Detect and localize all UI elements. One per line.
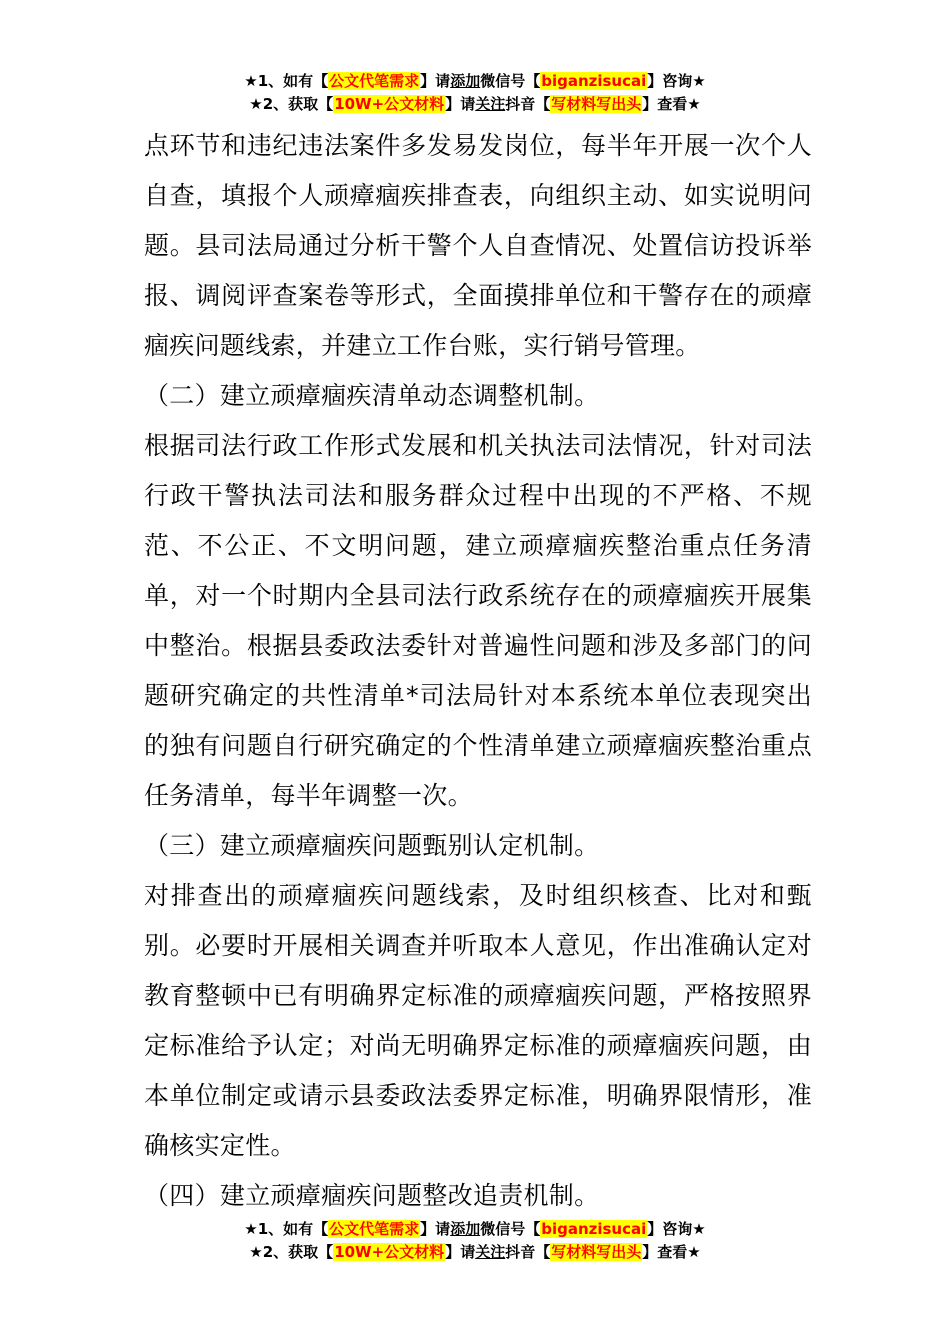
banner-text: 】请 [445,1243,476,1261]
banner-text: ★2、获取【 [249,95,334,113]
footer-banner [0,1218,950,1264]
section-heading-2: （二）建立顽瘴痼疾清单动态调整机制。 [144,381,600,410]
highlight-service: 公文代笔需求 [329,1220,420,1238]
banner-line-1 [0,1218,950,1241]
highlight-douyin-id: 写材料写出头 [551,95,642,113]
highlight-wechat-id: biganzisucai [541,72,647,90]
highlight-materials: 10W+公文材料 [334,1243,445,1261]
highlight-service: 公文代笔需求 [329,72,420,90]
document-body [144,121,812,1221]
banner-text: 】请 [445,95,476,113]
underlined-add: 添加 [450,1220,481,1238]
banner-text: 】请 [420,1220,451,1238]
banner-text: 】咨询★ [647,1220,706,1238]
highlight-materials: 10W+公文材料 [334,95,445,113]
banner-line-2 [0,1241,950,1264]
header-banner [0,70,950,116]
underlined-follow: 关注 [475,1243,506,1261]
paragraph-identification: 对排查出的顽瘴痼疾问题线索，及时组织核查、比对和甄别。必要时开展相关调查并听取本人意见，作出准确认定对教育整顿中已有明确界定标准的顽瘴痼疾问题，严格按照界定标准给予认定；对尚无明确界定标准的顽瘴痼疾问题，由本单位制定或请示县委政法委界定标准，明确界限情形，准确核实定性。 [144,881,812,1160]
banner-text: 微信号【 [480,72,541,90]
banner-text: 】请 [420,72,451,90]
banner-line-2 [0,93,950,116]
paragraph-list-adjustment: 根据司法行政工作形式发展和机关执法司法情况，针对司法行政干警执法司法和服务群众过程中出现的不严格、不规范、不公正、不文明问题，建立顽瘴痼疾整治重点任务清单，对一个时期内全县司法行政系统存在的顽瘴痼疾开展集中整治。根据县委政法委针对普遍性问题和涉及多部门的问题研究确定的共性清单*司法局针对本系统本单位表现突出的独有问题自行研究确定的个性清单建立顽瘴痼疾整治重点任务清单，每半年调整一次。 [144,431,812,810]
section-heading-4: （四）建立顽瘴痼疾问题整改追责机制。 [144,1181,600,1210]
banner-text: 微信号【 [480,1220,541,1238]
banner-line-1 [0,70,950,93]
banner-text: 】咨询★ [647,72,706,90]
banner-text: 】查看★ [642,1243,701,1261]
banner-text: 抖音【 [505,1243,551,1261]
banner-text: 】查看★ [642,95,701,113]
banner-text: ★1、如有【 [244,1220,329,1238]
paragraph-self-check: 点环节和违纪违法案件多发易发岗位，每半年开展一次个人自查，填报个人顽瘴痼疾排查表，向组织主动、如实说明问题。县司法局通过分析干警个人自查情况、处置信访投诉举报、调阅评查案卷等形式，全面摸排单位和干警存在的顽瘴痼疾问题线索，并建立工作台账，实行销号管理。 [144,131,812,360]
banner-text: ★1、如有【 [244,72,329,90]
underlined-follow: 关注 [475,95,506,113]
highlight-wechat-id: biganzisucai [541,1220,647,1238]
underlined-add: 添加 [450,72,481,90]
highlight-douyin-id: 写材料写出头 [551,1243,642,1261]
banner-text: ★2、获取【 [249,1243,334,1261]
banner-text: 抖音【 [505,95,551,113]
section-heading-3: （三）建立顽瘴痼疾问题甄别认定机制。 [144,831,600,860]
